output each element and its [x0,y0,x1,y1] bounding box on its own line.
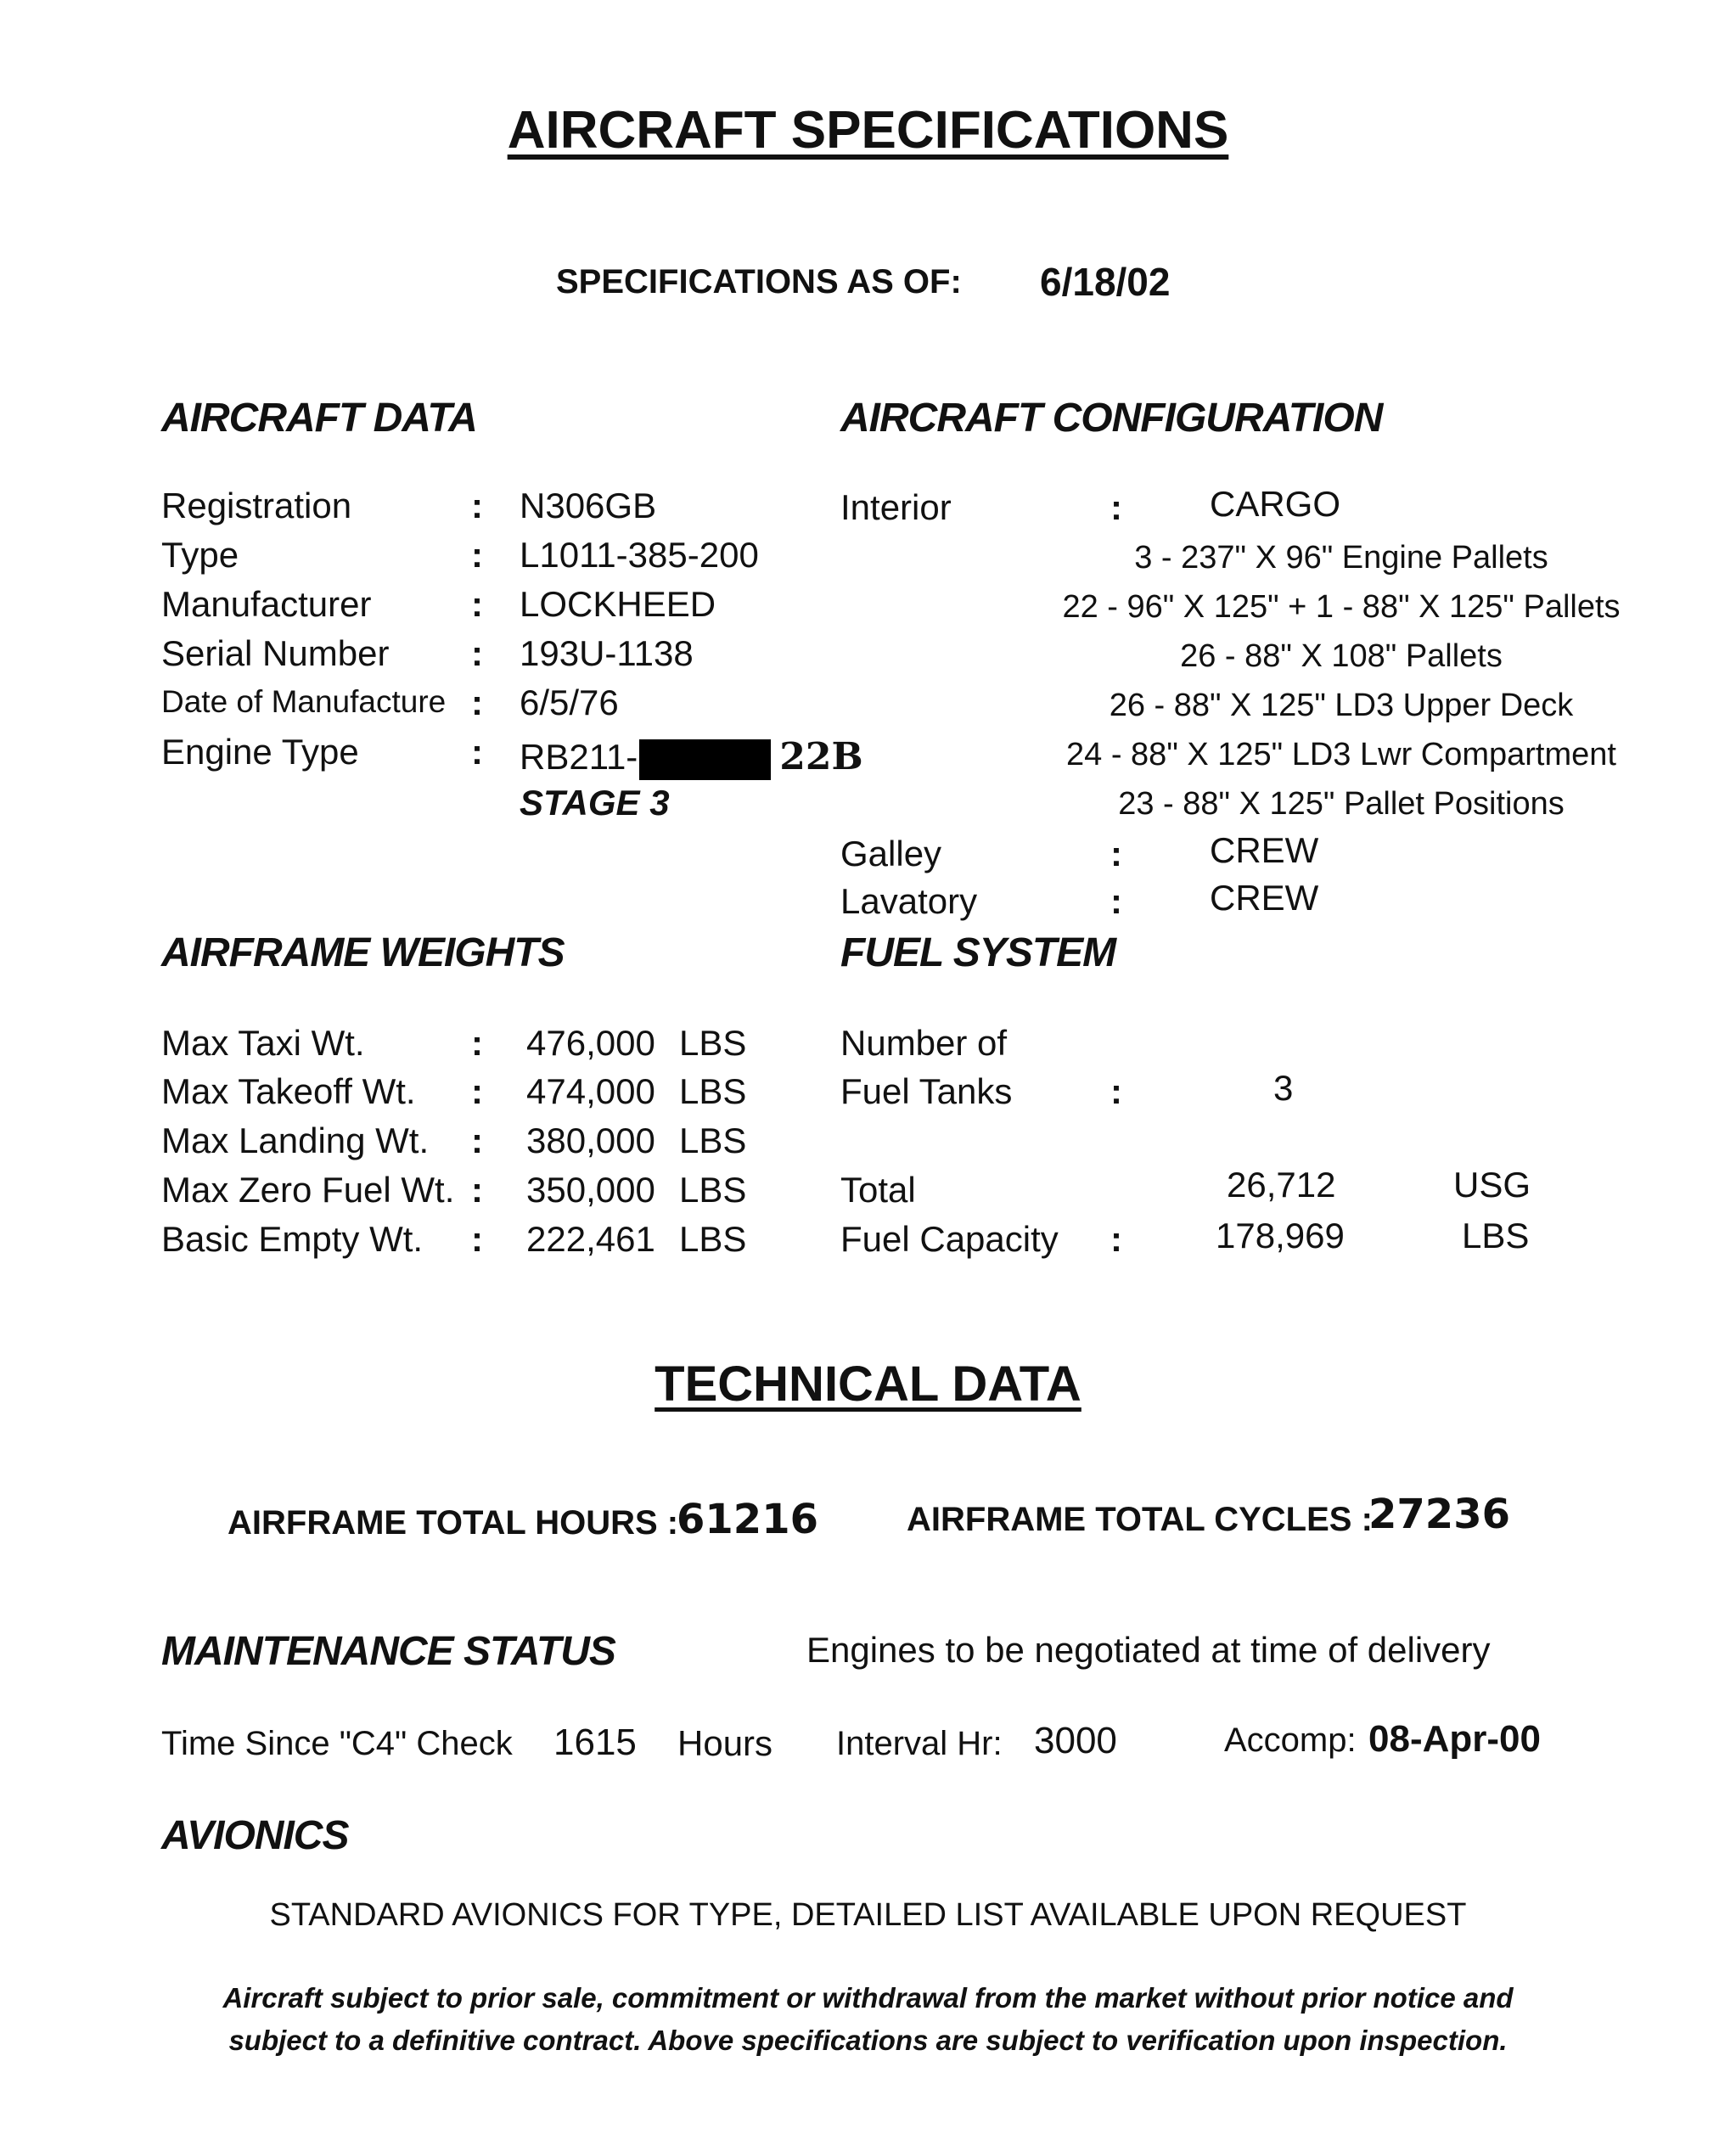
engine-type-value [520,735,863,780]
airframe-total-hours-value: 61216 [677,1496,818,1543]
airframe-total-hours-label: AIRFRAME TOTAL HOURS : [228,1504,679,1542]
registration-value: N306GB [520,486,657,525]
max-landing-weight-value: 380,000 [526,1121,655,1160]
fuel-capacity-label-line1: Total [840,1170,916,1210]
basic-empty-weight-value: 222,461 [526,1219,655,1259]
weight-unit: LBS [679,1121,747,1160]
weight-unit: LBS [679,1170,747,1210]
date-of-manufacture-value: 6/5/76 [520,682,619,722]
specs-as-of-date: 6/18/02 [1040,260,1171,304]
weight-unit: LBS [679,1023,747,1063]
galley-value: CREW [1210,830,1319,870]
lavatory-value: CREW [1210,878,1319,918]
interior-label: Interior [840,487,952,527]
config-line: 26 - 88" X 125" LD3 Upper Deck [1109,688,1574,723]
disclaimer-line-1: Aircraft subject to prior sale, commitment or withdrawal from the market without prior notice and [222,1982,1514,2014]
max-zero-fuel-weight-value: 350,000 [526,1170,655,1210]
colon: : [1110,487,1122,527]
engine-type-prefix: RB211- [520,737,638,777]
airframe-total-cycles-value: 27236 [1368,1491,1510,1538]
colon: : [1110,834,1122,873]
fuel-lbs-unit: LBS [1462,1216,1530,1255]
date-of-manufacture-label: Date of Manufacture [161,684,447,719]
max-takeoff-weight-value: 474,000 [526,1071,655,1111]
basic-empty-weight-label: Basic Empty Wt. [161,1219,424,1259]
max-taxi-weight-value: 476,000 [526,1023,655,1063]
max-landing-weight-label: Max Landing Wt. [161,1121,430,1160]
manufacturer-label: Manufacturer [161,584,372,624]
specs-as-of-label: SPECIFICATIONS AS OF: [556,263,962,300]
galley-label: Galley [840,834,942,873]
config-line: 3 - 237" X 96" Engine Pallets [1134,540,1548,576]
colon: : [471,1170,483,1210]
c4-check-value: 1615 [553,1722,637,1763]
airframe-weights-heading: AIRFRAME WEIGHTS [161,930,565,975]
disclaimer-line-2: subject to a definitive contract. Above specifications are subject to verification upon inspection. [228,2025,1508,2056]
config-line: 22 - 96" X 125" + 1 - 88" X 125" Pallets [1062,589,1621,625]
max-takeoff-weight-label: Max Takeoff Wt. [161,1071,416,1111]
colon: : [1110,881,1122,921]
serial-number-value: 193U-1138 [520,633,694,673]
c4-check-unit: Hours [677,1723,773,1763]
colon: : [471,1071,483,1111]
fuel-capacity-label-line2: Fuel Capacity [840,1219,1059,1259]
weight-unit: LBS [679,1071,747,1111]
config-line: 23 - 88" X 125" Pallet Positions [1118,786,1565,822]
colon: : [1110,1219,1122,1259]
weight-unit: LBS [679,1219,747,1259]
max-zero-fuel-weight-label: Max Zero Fuel Wt. [161,1170,455,1210]
colon: : [471,584,483,624]
redaction-bar [639,739,771,780]
manufacturer-value: LOCKHEED [520,584,716,624]
colon: : [471,732,483,772]
fuel-capacity-lbs-value: 178,969 [1216,1216,1345,1255]
fuel-tanks-label-line2: Fuel Tanks [840,1071,1013,1111]
airframe-total-cycles-label: AIRFRAME TOTAL CYCLES : [907,1501,1373,1538]
fuel-usg-unit: USG [1453,1165,1531,1205]
avionics-heading: AVIONICS [161,1813,349,1858]
type-value: L1011-385-200 [520,535,759,575]
colon: : [471,1023,483,1063]
colon: : [471,535,483,575]
fuel-capacity-usg-value: 26,712 [1227,1165,1336,1205]
interior-value: CARGO [1210,484,1341,524]
accomp-date: 08-Apr-00 [1368,1718,1541,1760]
colon: : [471,1121,483,1160]
config-line: 26 - 88" X 108" Pallets [1180,638,1503,674]
interval-value: 3000 [1034,1720,1117,1761]
c4-check-label: Time Since "C4" Check [161,1725,513,1762]
max-taxi-weight-label: Max Taxi Wt. [161,1023,365,1063]
colon: : [471,682,483,722]
colon: : [471,633,483,673]
colon: : [471,1219,483,1259]
serial-number-label: Serial Number [161,633,390,673]
aircraft-data-heading: AIRCRAFT DATA [161,396,477,441]
engine-type-label: Engine Type [161,732,359,772]
interval-label: Interval Hr: [836,1725,1003,1762]
engine-stage: STAGE 3 [520,783,670,823]
maintenance-note: Engines to be negotiated at time of delivery [806,1630,1491,1670]
technical-data-heading: TECHNICAL DATA [655,1356,1081,1412]
fuel-tanks-value: 3 [1273,1068,1294,1108]
page-title: AIRCRAFT SPECIFICATIONS [507,101,1229,160]
config-line: 24 - 88" X 125" LD3 Lwr Compartment [1066,737,1616,772]
accomp-label: Accomp: [1224,1722,1357,1759]
lavatory-label: Lavatory [840,881,978,921]
colon: : [1110,1071,1122,1111]
registration-label: Registration [161,486,352,525]
fuel-tanks-label-line1: Number of [840,1023,1008,1063]
aircraft-configuration-heading: AIRCRAFT CONFIGURATION [840,396,1383,441]
maintenance-status-heading: MAINTENANCE STATUS [161,1629,615,1674]
colon: : [471,486,483,525]
engine-handwritten-suffix: 22B [779,735,863,778]
fuel-system-heading: FUEL SYSTEM [840,930,1116,975]
avionics-description: STANDARD AVIONICS FOR TYPE, DETAILED LIST AVAILABLE UPON REQUEST [269,1897,1467,1933]
type-label: Type [161,535,239,575]
